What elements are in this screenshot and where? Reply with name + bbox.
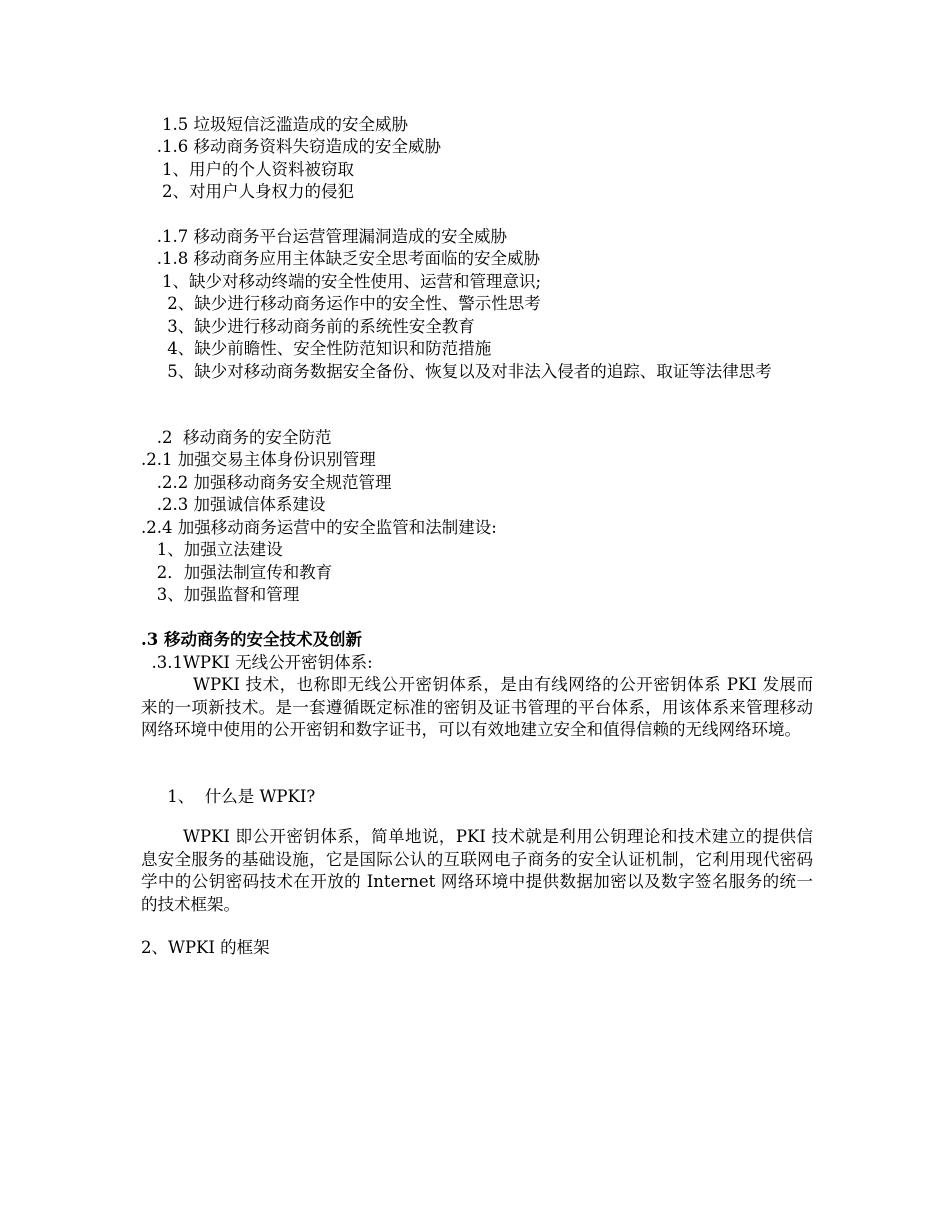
section-2-1-heading: .2.1 加强交易主体身份识别管理 — [141, 450, 376, 469]
question-what-is-wpki: 1、 什么是 WPKI? — [141, 787, 316, 806]
section-1-8-item-4: 4、缺少前瞻性、安全性防范知识和防范措施 — [141, 339, 492, 358]
section-1-8-item-2: 2、缺少进行移动商务运作中的安全性、警示性思考 — [141, 294, 541, 313]
wpki-intro-paragraph: WPKI 技术，也称即无线公开密钥体系，是由有线网络的公开密钥体系 PKI 发展而来的一项新技术。是一套遵循既定标准的密钥及证书管理的平台体系，用该体系来管理移动网络环境中使用的公开密钥和数字证书，可以有效地建立安全和值得信赖的无线网络环境。 — [141, 675, 813, 739]
section-1-8-item-5: 5、缺少对移动商务数据安全备份、恢复以及对非法入侵者的追踪、取证等法律思考 — [141, 362, 772, 381]
section-2-2-heading: .2.2 加强移动商务安全规范管理 — [141, 473, 392, 492]
section-3-heading: .3 移动商务的安全技术及创新 — [141, 630, 362, 649]
section-2-4-item-1: 1、加强立法建设 — [141, 540, 283, 559]
section-1-7-heading: .1.7 移动商务平台运营管理漏洞造成的安全威胁 — [141, 227, 507, 246]
section-1-6-item-1: 1、用户的个人资料被窃取 — [141, 160, 354, 179]
wpki-framework-heading: 2、WPKI 的框架 — [141, 938, 270, 957]
section-1-8-item-1: 1、缺少对移动终端的安全性使用、运营和管理意识; — [141, 272, 542, 291]
section-2-heading: .2 移动商务的安全防范 — [141, 428, 332, 447]
section-2-4-item-3: 3、加强监督和管理 — [141, 585, 300, 604]
section-2-4-heading: .2.4 加强移动商务运营中的安全监管和法制建设: — [141, 518, 497, 537]
section-1-8-item-3: 3、缺少进行移动商务前的系统性安全教育 — [141, 317, 475, 336]
section-2-4-item-2: 2．加强法制宣传和教育 — [141, 563, 333, 582]
section-1-8-heading: .1.8 移动商务应用主体缺乏安全思考面临的安全威胁 — [141, 249, 540, 268]
section-3-1-heading: .3.1WPKI 无线公开密钥体系: — [141, 653, 373, 672]
section-2-3-heading: .2.3 加强诚信体系建设 — [141, 495, 326, 514]
section-1-5-heading: 1.5 垃圾短信泛滥造成的安全威胁 — [141, 115, 408, 134]
wpki-definition-paragraph: WPKI 即公开密钥体系，简单地说，PKI 技术就是利用公钥理论和技术建立的提供信息安全服务的基础设施，它是国际公认的互联网电子商务的安全认证机制，它利用现代密码学中的公钥密码技术在开放的 Internet 网络环境中提供数据加密以及数字签名服务的统一的技术框架。 — [141, 827, 813, 914]
section-1-6-heading: .1.6 移动商务资料失窃造成的安全威胁 — [141, 137, 441, 156]
section-1-6-item-2: 2、对用户人身权力的侵犯 — [141, 182, 354, 201]
